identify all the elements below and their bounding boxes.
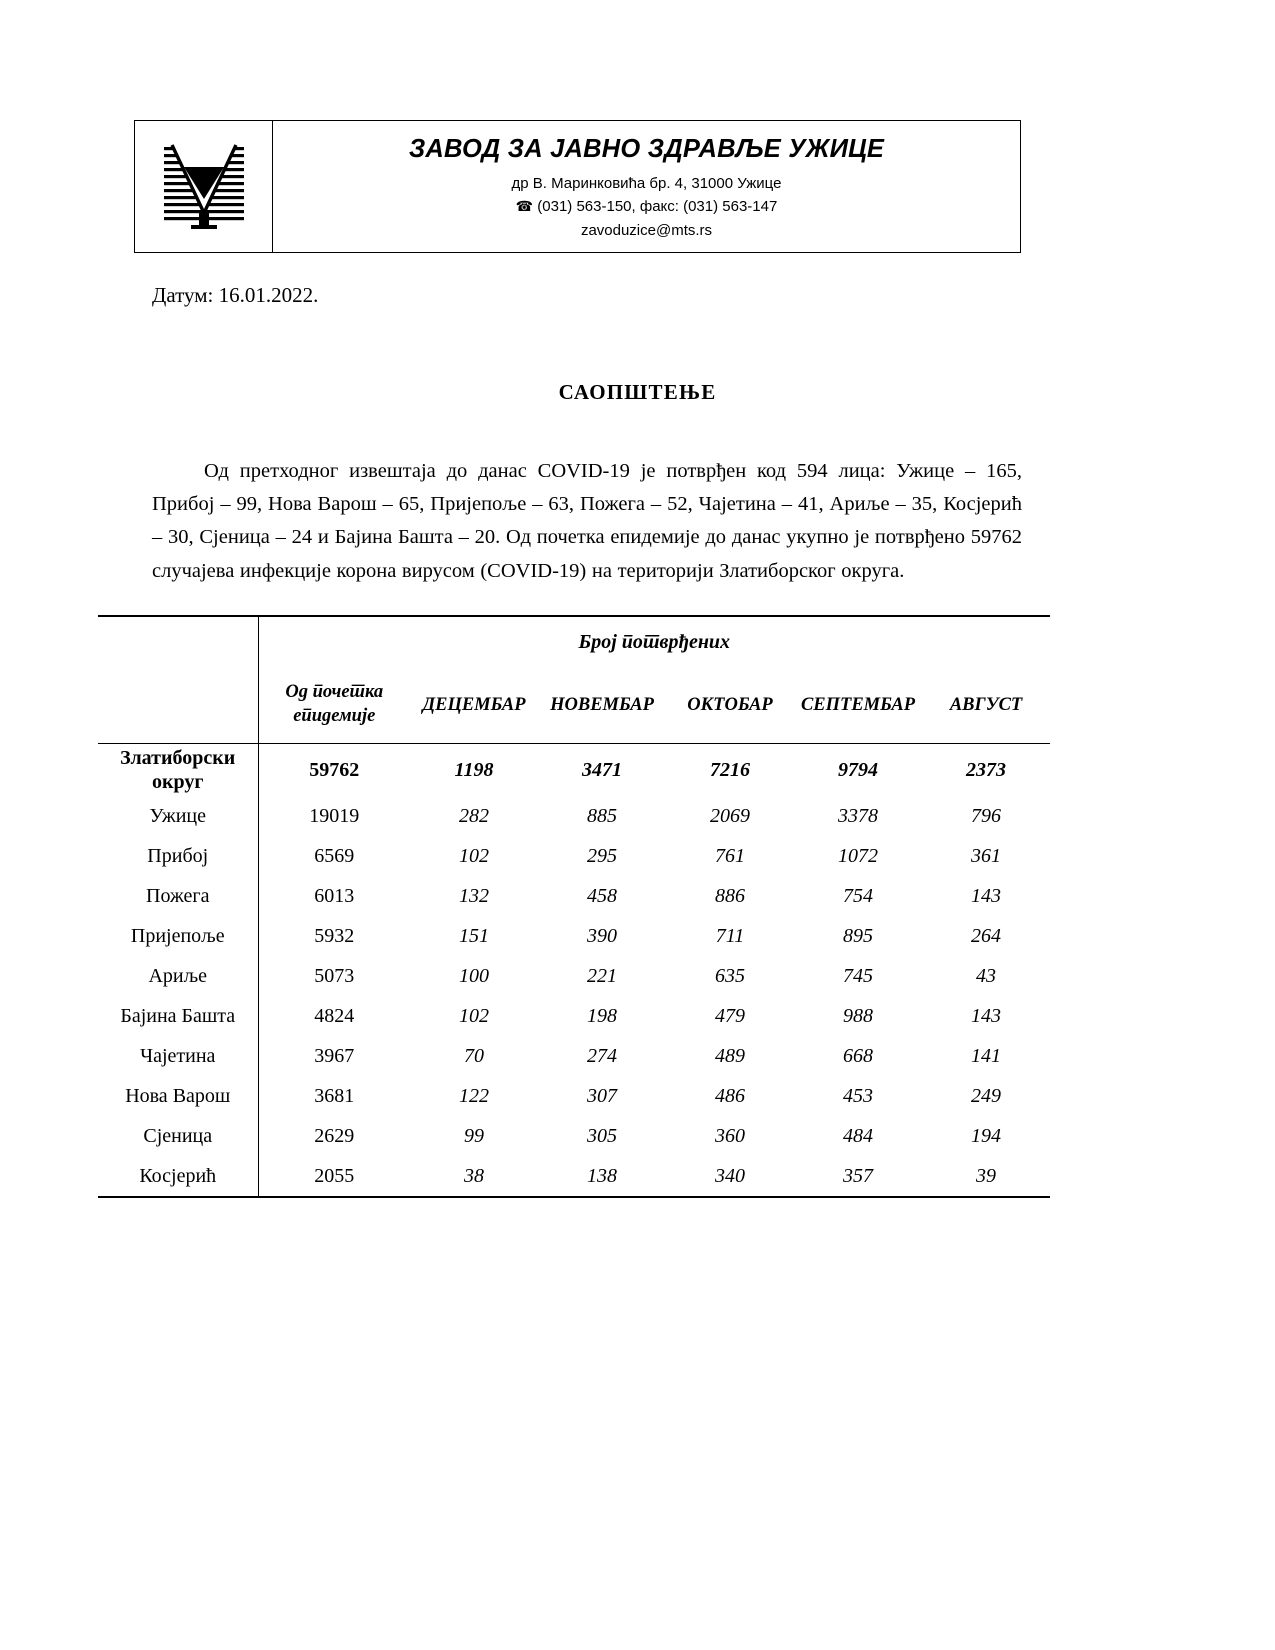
telephone-icon: ☎ [515,198,534,215]
header-corner-cell [98,616,258,667]
table-row [98,916,1050,956]
table-row [98,1076,1050,1116]
statistics-table [98,615,1050,1198]
header-cell-since-epidemic-start: Од почетка епидемије [258,667,410,744]
row-label-arilje: Ариље [148,964,208,987]
header-cell-blank [98,667,258,744]
cell-october: 340 [666,1156,794,1197]
row-label-zlatiborski-okrug: Златиборски округ [98,744,258,797]
cell-october: 711 [715,924,745,947]
letterhead [134,120,1021,253]
cell-september: 988 [843,1004,873,1027]
cell-november: 198 [587,1004,617,1027]
cell-december: 70 [464,1044,484,1067]
cell-october: 489 [715,1044,745,1067]
cell-october: 2069 [710,804,750,827]
table-row [98,1116,1050,1156]
cell-october: 635 [715,964,745,987]
cell-december: 102 [459,1004,489,1027]
cell-september: 3378 [838,804,878,827]
table-row [98,876,1050,916]
header-cell-september: СЕПТЕМБАР [800,694,916,715]
header-cell-december: ДЕЦЕМБАР [422,694,526,715]
cell-september: 895 [843,924,873,947]
cell-december: 151 [459,924,489,947]
cell-december: 1198 [410,744,538,797]
row-label-priboj: Прибој [147,844,209,867]
cell-august: 43 [976,964,997,987]
cell-november: 221 [587,964,617,987]
row-label-bajina-basta: Бајина Башта [120,1004,236,1027]
cell-december: 99 [464,1124,484,1147]
table-row [98,1036,1050,1076]
table-row [98,996,1050,1036]
cell-october: 761 [715,844,745,867]
cell-since-start: 5073 [258,956,410,996]
table-header-row [98,667,1050,744]
cell-since-start: 6569 [258,836,410,876]
cell-september: 9794 [794,744,922,797]
body-paragraph: Од претходног извештаја до данас COVID-19 је потврђен код 594 лица: Ужице – 165, Прибој – 99, Нова Варош – 65, Пријепоље – 63, Пожега – 52, Чајетина – 41, Ариље – 35, Косјерић – 30, Сјеница – 24 и Бајина Башта – 20. Од почетка епидемије до данас укупно је потврђено 59762 случајева инфекције корона вирусом (COVID-19) на територији Златиборског округа. [152,460,1022,582]
cell-november: 138 [538,1156,666,1197]
cell-november: 885 [587,804,617,827]
cell-august: 361 [971,844,1002,867]
letterhead-text [273,121,1020,252]
header-cell-august: АВГУСТ [949,694,1023,715]
cell-december: 132 [459,884,489,907]
cell-september: 453 [843,1084,873,1107]
cell-october: 7216 [666,744,794,797]
table-row [98,796,1050,836]
table-header-span-row [98,616,1050,667]
cell-december: 102 [459,844,489,867]
cell-since-start: 4824 [258,996,410,1036]
cell-december: 100 [459,964,489,987]
row-label-kosjeric: Косјерић [98,1156,258,1197]
cell-september: 754 [843,884,873,907]
table-row [98,956,1050,996]
cell-august: 143 [971,884,1002,907]
cell-september: 745 [843,964,873,987]
cell-since-start: 2629 [258,1116,410,1156]
cell-august: 143 [971,1004,1002,1027]
header-cell-november: НОВЕМБАР [550,694,654,715]
cell-november: 3471 [538,744,666,797]
table-row [98,744,1050,797]
cell-august: 141 [971,1044,1002,1067]
table-row [98,836,1050,876]
logo-cell [135,121,273,252]
row-label-nova-varos: Нова Варош [125,1084,231,1107]
cell-november: 390 [587,924,617,947]
document-date: Датум: 16.01.2022. [152,283,319,307]
cell-november: 307 [587,1084,617,1107]
cell-since-start: 59762 [258,744,410,797]
organization-email: zavoduzice@mts.rs [580,221,713,239]
cell-october: 486 [715,1084,745,1107]
table-row [98,1156,1050,1197]
cell-august: 2373 [922,744,1050,797]
cell-since-start: 6013 [258,876,410,916]
cell-december: 38 [410,1156,538,1197]
cell-october: 886 [715,884,745,907]
cell-november: 274 [587,1044,617,1067]
row-label-cajetina: Чајетина [140,1044,216,1067]
cell-since-start: 5932 [258,916,410,956]
cell-november: 295 [587,844,617,867]
organization-phone-text: (031) 563-150, факс: (031) 563-147 [537,198,778,216]
cell-september: 668 [843,1044,873,1067]
page-title: САОПШТЕЊЕ [558,380,717,404]
organization-phone [516,195,778,218]
cell-november: 458 [587,884,617,907]
cell-since-start: 3967 [258,1036,410,1076]
cell-since-start: 3681 [258,1076,410,1116]
cell-since-start: 2055 [258,1156,410,1197]
cell-august: 194 [971,1124,1002,1147]
cell-august: 264 [971,924,1002,947]
cell-december: 122 [459,1084,489,1107]
cell-september: 357 [794,1156,922,1197]
row-label-uzice: Ужице [149,804,206,827]
cell-august: 796 [971,804,1002,827]
row-label-prijepolje: Пријепоље [130,924,225,947]
header-cell-october: ОКТОБАР [687,694,773,715]
organization-address: др В. Маринковића бр. 4, 31000 Ужице [511,175,782,193]
cell-october: 479 [715,1004,745,1027]
institute-emblem-icon [158,141,250,233]
header-confirmed-count: Број потврђених [258,616,1050,667]
cell-august: 39 [922,1156,1050,1197]
cell-december: 282 [459,804,489,827]
cell-november: 305 [587,1124,617,1147]
row-label-sjenica: Сјеница [143,1124,213,1147]
cell-since-start: 19019 [258,796,410,836]
cell-september: 1072 [838,844,878,867]
cell-september: 484 [843,1124,873,1147]
row-label-pozega: Пожега [146,884,210,907]
organization-name: ЗАВОД ЗА ЈАВНО ЗДРАВЉЕ УЖИЦЕ [408,135,885,164]
cell-august: 249 [971,1084,1002,1107]
cell-october: 360 [715,1124,745,1147]
